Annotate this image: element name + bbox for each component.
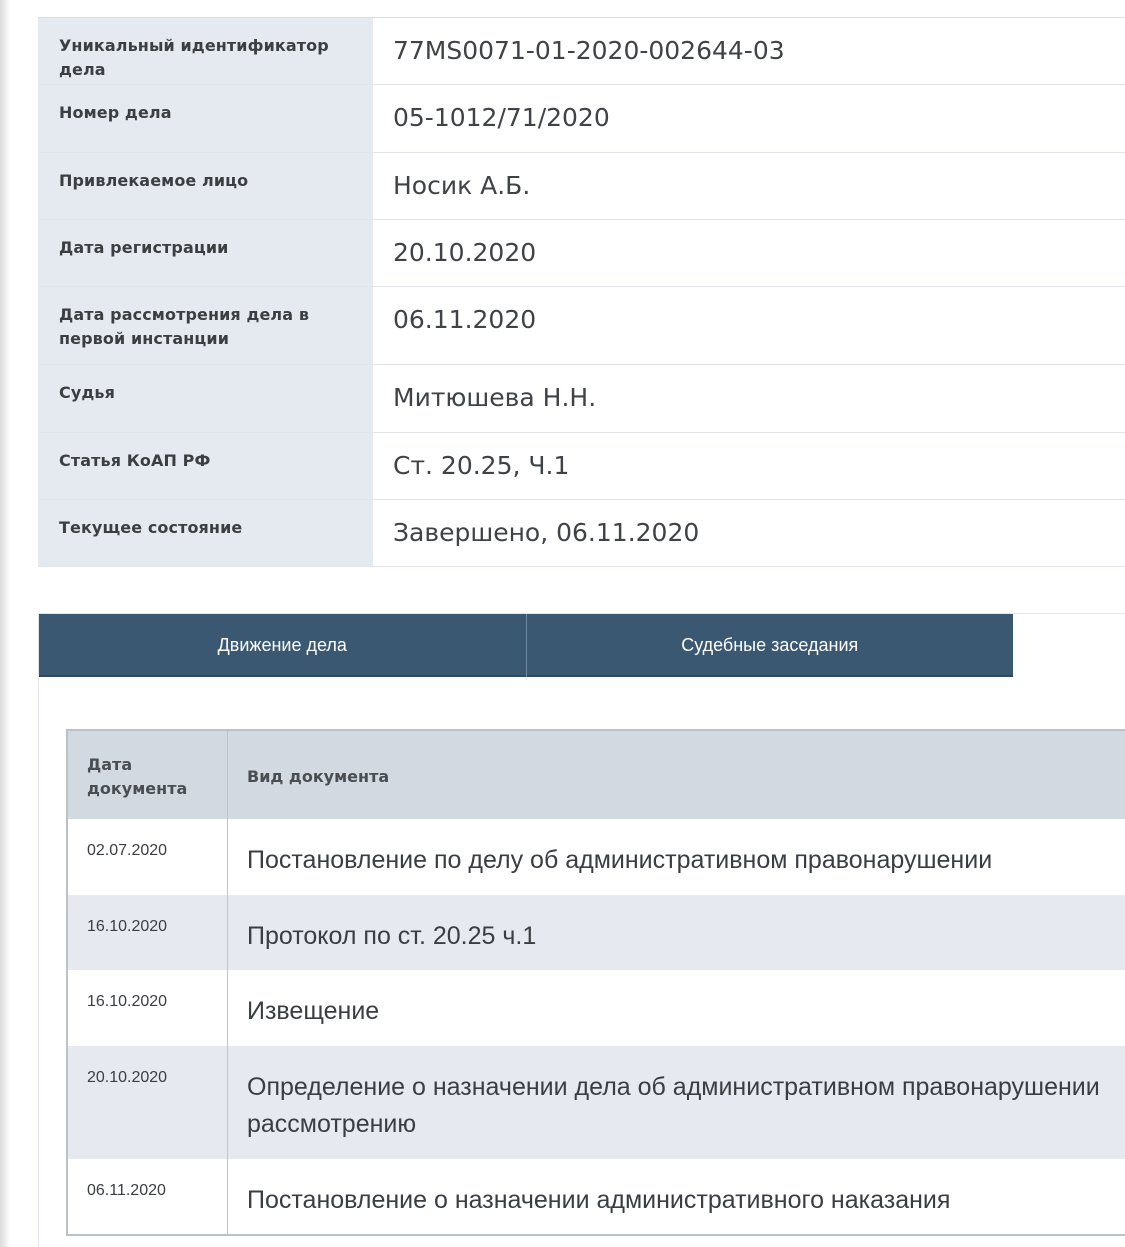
detail-label: Судья xyxy=(38,365,373,432)
case-details-table xyxy=(38,17,1125,567)
detail-value: Завершено, 06.11.2020 xyxy=(373,500,1125,566)
detail-value: Носик А.Б. xyxy=(373,153,1125,219)
detail-label: Статья КоАП РФ xyxy=(38,433,373,499)
detail-label: Уникальный идентификатор дела xyxy=(38,18,373,84)
detail-row-case-id xyxy=(38,18,1125,85)
detail-value: Ст. 20.25, Ч.1 xyxy=(373,433,1125,499)
tab-court-hearings[interactable]: Судебные заседания xyxy=(526,614,1014,677)
document-date: 20.10.2020 xyxy=(68,1046,228,1159)
document-type: Протокол по ст. 20.25 ч.1 xyxy=(247,922,537,950)
table-row xyxy=(68,1159,1125,1234)
detail-label: Дата регистрации xyxy=(38,220,373,286)
document-date: 16.10.2020 xyxy=(68,970,228,1046)
column-header-type: Вид документа xyxy=(247,767,390,786)
table-row xyxy=(68,895,1125,970)
documents-table-header xyxy=(68,731,1125,819)
detail-row-person xyxy=(38,153,1125,220)
table-row xyxy=(68,970,1125,1046)
detail-row-hearing-date xyxy=(38,287,1125,365)
document-type: Постановление по делу об административном правонарушении xyxy=(247,846,993,874)
document-date: 16.10.2020 xyxy=(68,895,228,970)
detail-row-case-number xyxy=(38,85,1125,153)
detail-label: Текущее состояние xyxy=(38,500,373,566)
detail-label: Номер дела xyxy=(38,85,373,152)
column-header-date: Дата документа xyxy=(68,731,228,819)
document-type: Определение о назначении дела об административном правонарушении рассмотрению xyxy=(247,1073,1100,1138)
detail-value: 06.11.2020 xyxy=(373,287,1125,364)
document-date: 06.11.2020 xyxy=(68,1159,228,1234)
detail-value: 05-1012/71/2020 xyxy=(373,85,1125,152)
detail-row-article xyxy=(38,433,1125,500)
detail-label: Привлекаемое лицо xyxy=(38,153,373,219)
table-row xyxy=(68,819,1125,895)
tab-case-movement[interactable]: Движение дела xyxy=(39,614,526,677)
table-row xyxy=(68,1046,1125,1159)
detail-label: Дата рассмотрения дела в первой инстанции xyxy=(38,287,373,364)
tab-bar xyxy=(39,614,1013,677)
left-edge-shadow xyxy=(0,0,10,1247)
detail-row-registration-date xyxy=(38,220,1125,287)
document-type: Извещение xyxy=(247,997,380,1025)
detail-row-judge xyxy=(38,365,1125,433)
detail-value: 77MS0071-01-2020-002644-03 xyxy=(373,18,1125,84)
documents-table xyxy=(66,729,1125,1236)
detail-value: 20.10.2020 xyxy=(373,220,1125,286)
detail-value: Митюшева Н.Н. xyxy=(373,365,1125,432)
document-type: Постановление о назначении административного наказания xyxy=(247,1186,951,1214)
detail-row-status xyxy=(38,500,1125,567)
document-date: 02.07.2020 xyxy=(68,819,228,895)
